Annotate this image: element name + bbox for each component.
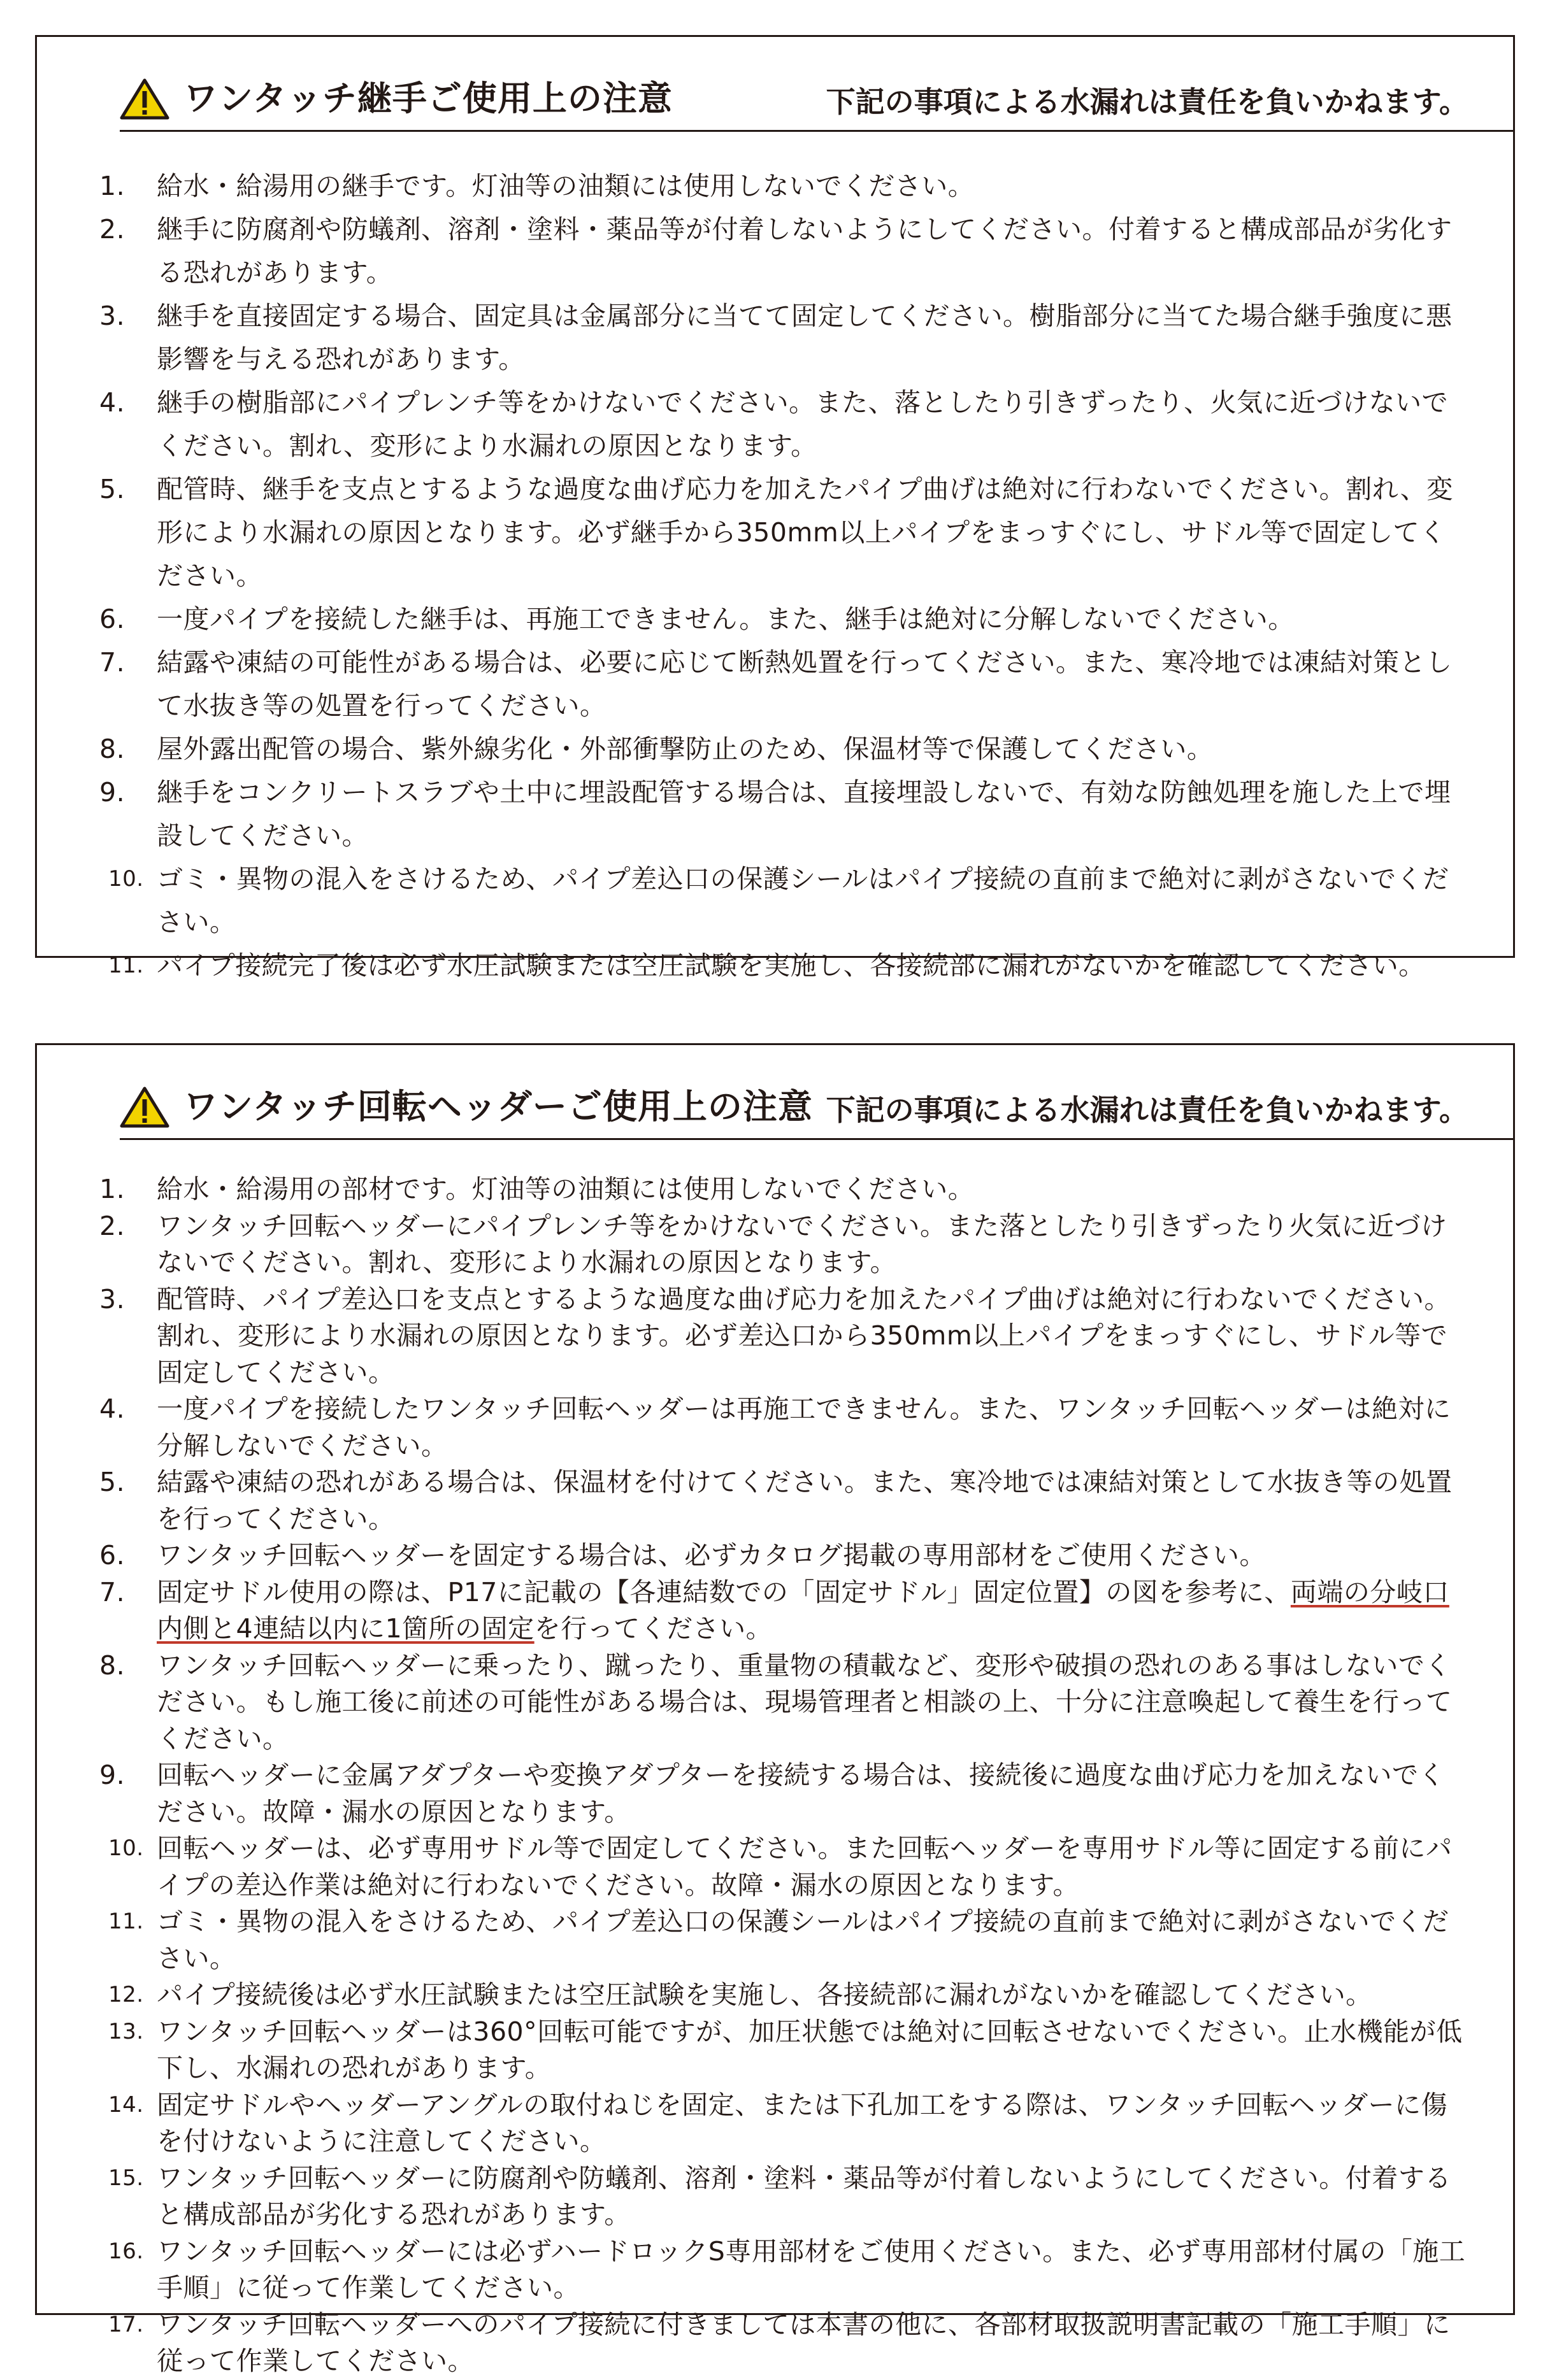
list-item: 3. 配管時、パイプ差込口を支点とするような過度な曲げ応力を加えたパイプ曲げは絶対に行わないでください。割れ、変形により水漏れの原因となります。必ず差込口から350mm以上パイプをまっすぐにし、サドル等で固定してください。 (99, 1283, 1451, 1388)
list-item: 9. 回転ヘッダーに金属アダプターや変換アダプターを接続する場合は、接続後に過度な曲げ応力を加えないでください。故障・漏水の原因となります。 (99, 1760, 1446, 1827)
list-item: 9. 継手をコンクリートスラブや土中に埋設配管する場合は、直接埋設しないで、有効な防蝕処理を施した上で埋設してください。 (99, 777, 1451, 851)
list-item: 4. 継手の樹脂部にパイプレンチ等をかけないでください。また、落としたり引きずったり、火気に近づけないでください。割れ、変形により水漏れの原因となります。 (99, 387, 1449, 461)
list-item: 10. 回転ヘッダーは、必ず専用サドル等で固定してください。また回転ヘッダーを専用サドル等に固定する前にパイプの差込作業は絶対に行わないでください。故障・漏水の原因となります。 (108, 1833, 1453, 1900)
list-item: 8. ワンタッチ回転ヘッダーに乗ったり、蹴ったり、重量物の積載など、変形や破損の恐れのある事はしないでください。もし施工後に前述の可能性がある場合は、現場管理者と相談の上、十分に注意喚起して養生を行ってください。 (99, 1650, 1453, 1754)
list-item: 2. ワンタッチ回転ヘッダーにパイプレンチ等をかけないでください。また落としたり引きずったり火気に近づけないでください。割れ、変形により水漏れの原因となります。 (99, 1210, 1447, 1278)
list-item: 8. 屋外露出配管の場合、紫外線劣化・外部衝撃防止のため、保温材等で保護してください。 (99, 734, 1214, 764)
list-item: 11. ゴミ・異物の混入をさけるため、パイプ差込口の保護シールはパイプ接続の直前まで絶対に剥がさないでください。 (108, 1906, 1449, 1974)
list-item: 10. ゴミ・異物の混入をさけるため、パイプ差込口の保護シールはパイプ接続の直前まで絶対に剥がさないでください。 (108, 864, 1449, 937)
list-item: 12. パイプ接続後は必ず水圧試験または空圧試験を実施し、各接続部に漏れがないかを確認してください。 (108, 1979, 1372, 2010)
list-item: 3. 継手を直接固定する場合、固定具は金属部分に当てて固定してください。樹脂部分に当てた場合継手強度に悪影響を与える恐れがあります。 (99, 301, 1453, 374)
list-item: 7. 結露や凍結の可能性がある場合は、必要に応じて断熱処置を行ってください。また、寒冷地では凍結対策として水抜き等の処置を行ってください。 (99, 647, 1453, 721)
notice-box-fittings (35, 35, 1515, 981)
list-item: 1. 給水・給湯用の継手です。灯油等の油類には使用しないでください。 (99, 171, 975, 201)
underlined-emphasis: 両端の分岐口内側と4連結以内に1箇所の固定 (157, 1576, 1449, 1644)
list-item: 7. 固定サドル使用の際は、P17に記載の【各連結数での「固定サドル」固定位置】の図を参考に、両端の分岐口内側と4連結以内に1箇所の固定を行ってください。 (99, 1576, 1449, 1644)
warning-triangle-icon (120, 1086, 169, 1128)
warning-triangle-icon (120, 78, 169, 120)
list-item: 13. ワンタッチ回転ヘッダーは360°回転可能ですが、加圧状態では絶対に回転させないでください。止水機能が低下し、水漏れの恐れがあります。 (108, 2016, 1463, 2083)
list-item: 17. ワンタッチ回転ヘッダーへのパイプ接続に付きましては本書の他に、各部材取扱説明書記載の「施工手順」に従って作業してください。 (108, 2309, 1451, 2376)
list-item: 5. 配管時、継手を支点とするような過度な曲げ応力を加えたパイプ曲げは絶対に行わないでください。割れ、変形により水漏れの原因となります。必ず継手から350mm以上パイプをまっすぐにし、サドル等で固定してください。 (99, 474, 1453, 591)
list-item: 15. ワンタッチ回転ヘッダーに防腐剤や防蟻剤、溶剤・塗料・薬品等が付着しないようにしてください。付着すると構成部品が劣化する恐れがあります。 (108, 2162, 1451, 2230)
liability-notice: 下記の事項による水漏れは責任を負いかねます。 (826, 1093, 1468, 1127)
list-item: 2. 継手に防腐剤や防蟻剤、溶剤・塗料・薬品等が付着しないようにしてください。付着すると構成部品が劣化する恐れがあります。 (99, 214, 1453, 288)
list-item: 4. 一度パイプを接続したワンタッチ回転ヘッダーは再施工できません。また、ワンタッチ回転ヘッダーは絶対に分解しないでください。 (99, 1393, 1451, 1461)
box-header (120, 1086, 1513, 1140)
list-item: 16. ワンタッチ回転ヘッダーには必ずハードロックS専用部材をご使用ください。また、必ず専用部材付属の「施工手順」に従って作業してください。 (108, 2235, 1466, 2303)
list-item: 14. 固定サドルやヘッダーアングルの取付ねじを固定、または下孔加工をする際は、ワンタッチ回転ヘッダーに傷を付けないように注意してください。 (108, 2089, 1448, 2156)
liability-notice: 下記の事項による水漏れは責任を負いかねます。 (826, 85, 1468, 119)
box-header (120, 78, 1513, 132)
notice-box-rotary-header (35, 1043, 1515, 2376)
list-item: 6. 一度パイプを接続した継手は、再施工できません。また、継手は絶対に分解しないでください。 (99, 604, 1295, 634)
section-title: ワンタッチ回転ヘッダーご使用上の注意 (183, 1087, 813, 1127)
precautions-list (75, 164, 1470, 987)
section-title: ワンタッチ継手ご使用上の注意 (183, 78, 673, 118)
list-item: 6. ワンタッチ回転ヘッダーを固定する場合は、必ずカタログ掲載の専用部材をご使用ください。 (99, 1540, 1266, 1571)
list-item: 11. パイプ接続完了後は必ず水圧試験または空圧試験を実施し、各接続部に漏れがないかを確認してください。 (108, 950, 1425, 981)
list-item: 5. 結露や凍結の恐れがある場合は、保温材を付けてください。また、寒冷地では凍結対策として水抜き等の処置を行ってください。 (99, 1467, 1453, 1534)
precautions-list (75, 1171, 1470, 2380)
list-item: 1. 給水・給湯用の部材です。灯油等の油類には使用しないでください。 (99, 1174, 975, 1204)
